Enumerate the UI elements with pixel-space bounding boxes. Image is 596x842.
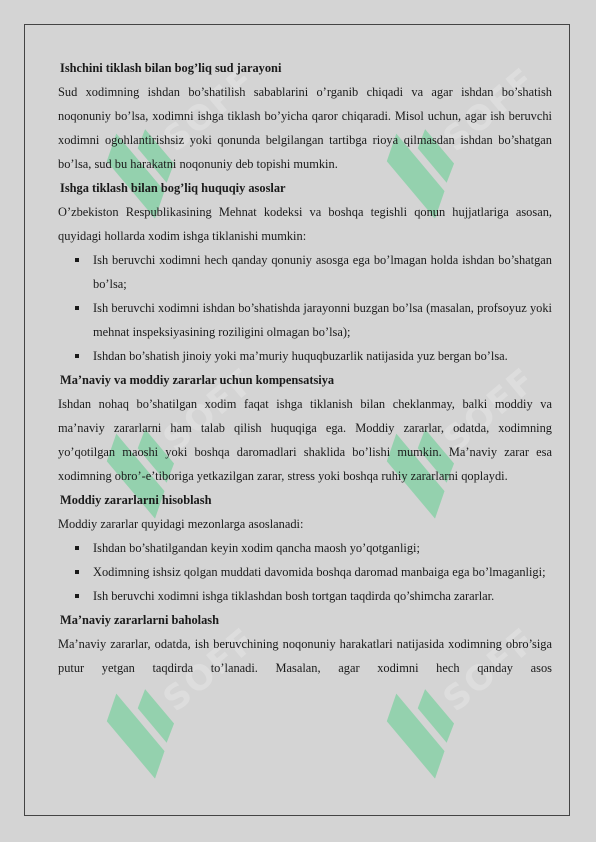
bullet-icon — [75, 546, 79, 550]
bullet-list — [58, 536, 552, 608]
bullet-icon — [75, 354, 79, 358]
svg-text:SOFF: SOFF — [155, 60, 250, 160]
bullet-icon — [75, 570, 79, 574]
list-item-text: Xodimning ishsiz qolgan muddati davomida boshqa daromad manbaiga ega bo’lmaganligi; — [93, 565, 546, 579]
list-item — [58, 296, 552, 344]
paragraph: Moddiy zararlar quyidagi mezonlarga asoslanadi: — [58, 517, 304, 531]
section-heading: Moddiy zararlarni hisoblash — [60, 493, 212, 507]
list-item — [58, 536, 552, 560]
paragraph: O’zbekiston Respublikasining Mehnat kodeksi va boshqa tegishli qonun hujjatlariga asosan, quyidagi hollarda xodim ishga tiklanishi mumkin: — [58, 205, 552, 243]
paragraph: Ishdan nohaq bo’shatilgan xodim faqat ishga tiklanish bilan cheklanmay, balki moddiy va ma’naviy zararlarni ham talab qilish huquqiga ega. Moddiy zararlar, odatda, xodimning yo’qotilgan maoshi yoki boshqa daromadlari shaklida bo’lishi mumkin. Ma’naviy zarar esa xodimning obro’-e’tiboriga yetkazilgan zarar, stress yoki boshqa ruhiy zararlarni qoplaydi. — [58, 397, 552, 483]
list-item — [58, 344, 552, 368]
section-heading: Ma’naviy va moddiy zararlar uchun kompensatsiya — [60, 373, 335, 387]
list-item — [58, 560, 552, 584]
list-item-text: Ishdan bo’shatish jinoiy yoki ma’muriy huquqbuzarlik natijasida yuz bergan bo’lsa. — [93, 349, 508, 363]
paragraph: Sud xodimning ishdan bo’shatilish sabablarini o’rganib chiqadi va agar ishdan bo’shatish noqonuniy bo’lsa, xodimni ishga tiklash bo’yicha qaror chiqaradi. Misol uchun, agar ish beruvchi xodimni ogohlantirishsiz yoki qonunda belgilangan tartibga rioya qilmasdan ishdan bo’shatgan bo’lsa, sud bu harakatni noqonuniy deb topishi mumkin. — [58, 85, 552, 171]
section-heading: Ishchini tiklash bilan bog’liq sud jarayoni — [60, 61, 282, 75]
list-item-text: Ish beruvchi xodimni ishga tiklashdan bosh tortgan taqdirda qo’shimcha zararlar. — [93, 589, 495, 603]
bullet-list — [58, 248, 552, 368]
bullet-icon — [75, 306, 79, 310]
bullet-icon — [75, 258, 79, 262]
bullet-icon — [75, 594, 79, 598]
list-item-text: Ishdan bo’shatilgandan keyin xodim qancha maosh yo’qotganligi; — [93, 541, 420, 555]
list-item — [58, 584, 552, 608]
document-body — [58, 56, 552, 680]
svg-text:SOFF: SOFF — [435, 60, 530, 160]
paragraph: Ma’naviy zararlar, odatda, ish beruvchining noqonuniy harakatlari natijasida xodimning obro’siga putur yetgan taqdirda to’lanadi. Masalan, agar xodimni hech qanday asos — [58, 637, 552, 675]
svg-text:SOFF: SOFF — [155, 360, 250, 460]
svg-text:SOFF: SOFF — [435, 360, 530, 460]
list-item-text: Ish beruvchi xodimni hech qanday qonuniy asosga ega bo’lmagan holda ishdan bo’shatgan bo’lsa; — [93, 253, 552, 291]
svg-text:SOFF: SOFF — [155, 620, 250, 720]
section-heading: Ishga tiklash bilan bog’liq huquqiy asoslar — [60, 181, 286, 195]
list-item-text: Ish beruvchi xodimni ishdan bo’shatishda jarayonni buzgan bo’lsa (masalan, profsoyuz yoki mehnat inspeksiyasining roziligini olmagan bo’lsa); — [93, 301, 552, 339]
section-heading: Ma’naviy zararlarni baholash — [60, 613, 220, 627]
svg-text:SOFF: SOFF — [435, 620, 530, 720]
list-item — [58, 248, 552, 296]
